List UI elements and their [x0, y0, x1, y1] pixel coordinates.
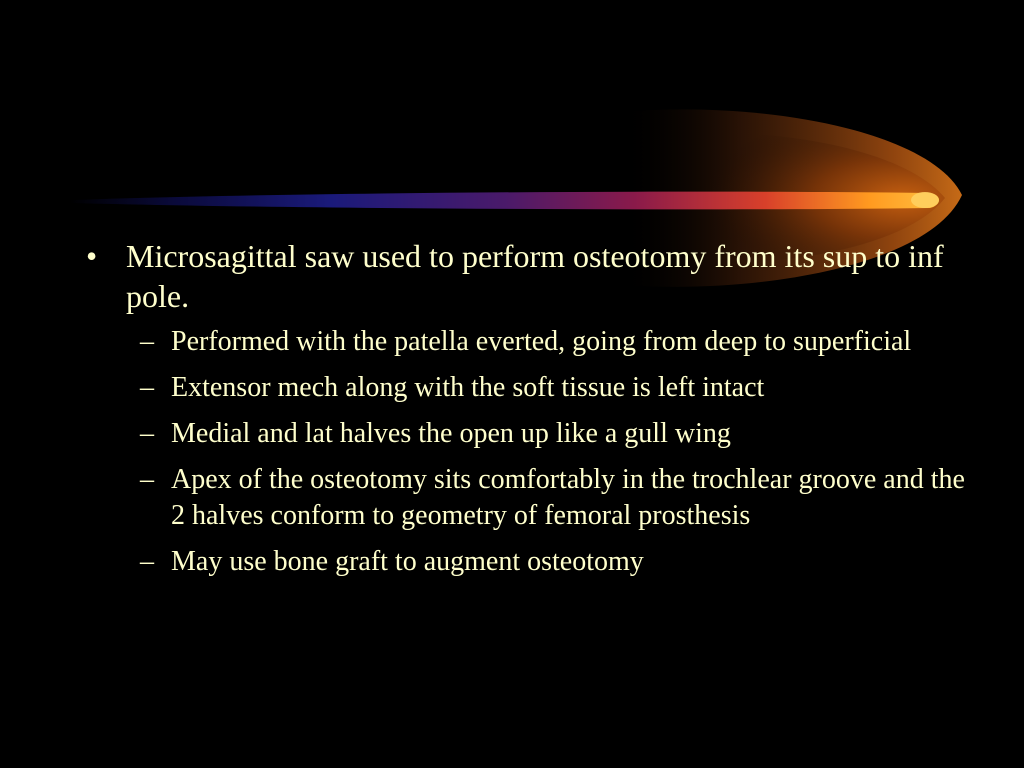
comet-tip	[911, 192, 939, 208]
dash-marker: –	[140, 464, 154, 495]
sub-bullet-text: Extensor mech along with the soft tissue is left intact	[171, 372, 765, 403]
sub-bullet-list	[86, 324, 966, 580]
sub-bullet-item	[86, 462, 966, 534]
sub-bullet-item	[86, 544, 966, 580]
comet-beam	[70, 192, 939, 210]
sub-bullet-text: Medial and lat halves the open up like a gull wing	[171, 418, 731, 449]
dash-marker: –	[140, 418, 154, 449]
sub-bullet-item	[86, 370, 966, 406]
sub-bullet-text: Performed with the patella everted, going from deep to superficial	[171, 326, 912, 357]
dash-marker: –	[140, 326, 154, 357]
sub-bullet-text: May use bone graft to augment osteotomy	[171, 546, 644, 577]
main-bullet	[86, 236, 966, 316]
bullet-marker: •	[86, 238, 98, 274]
sub-bullet-text: Apex of the osteotomy sits comfortably in the trochlear groove and the 2 halves conform to geometry of femoral prosthesis	[171, 464, 965, 531]
main-bullet-text: Microsagittal saw used to perform osteotomy from its sup to inf pole.	[126, 238, 944, 314]
sub-bullet-item	[86, 324, 966, 360]
sub-bullet-item	[86, 416, 966, 452]
dash-marker: –	[140, 372, 154, 403]
slide-content	[86, 236, 966, 590]
dash-marker: –	[140, 546, 154, 577]
